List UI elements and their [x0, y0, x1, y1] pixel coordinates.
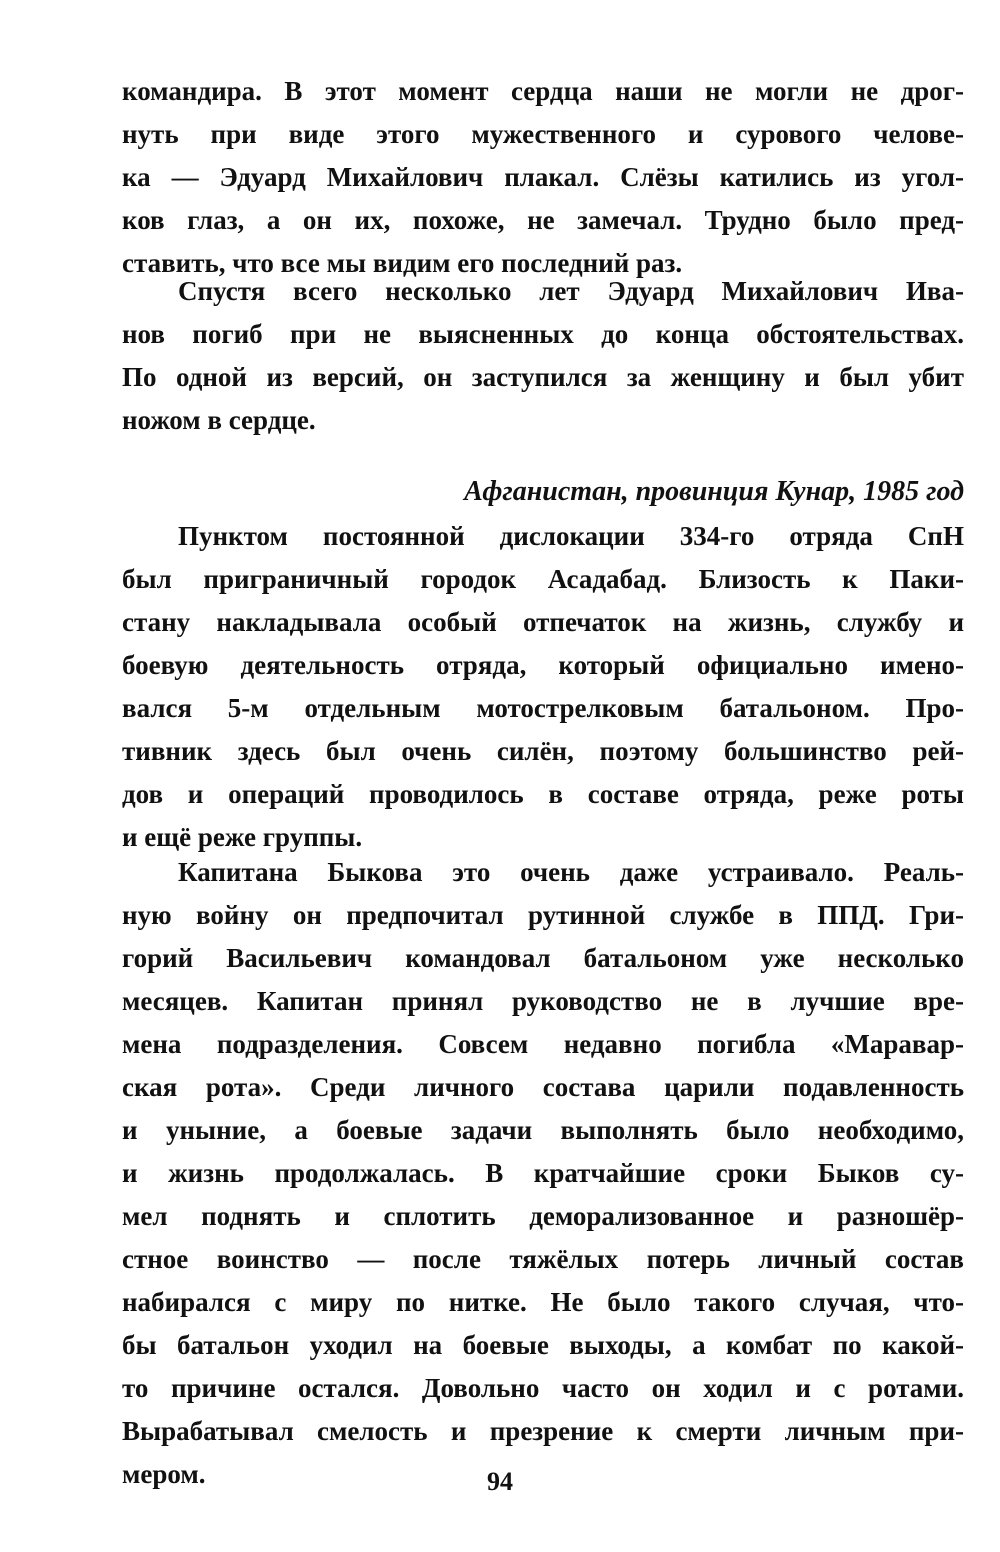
text-line: Пунктом постоянной дислокации 334-го отряда СпН	[178, 521, 964, 551]
text-line: мена подразделения. Совсем недавно погибла «Маравар-	[122, 1029, 964, 1059]
text-line: командира. В этот момент сердца наши не могли не дрог-	[122, 76, 964, 106]
text-line: набирался с миру по нитке. Не было такого случая, что-	[122, 1287, 964, 1317]
text-line: ков глаз, а он их, похоже, не замечал. Трудно было пред-	[122, 205, 964, 235]
text-line: ставить, что все мы видим его последний раз.	[122, 248, 683, 278]
text-line: мел поднять и сплотить деморализованное и разношёр-	[122, 1201, 964, 1231]
text-line: Вырабатывал смелость и презрение к смерти личным при-	[122, 1416, 964, 1446]
text-line: мером.	[122, 1459, 206, 1489]
text-line: Спустя всего несколько лет Эдуард Михайлович Ива-	[178, 276, 964, 306]
text-line: боевую деятельность отряда, который официально имено-	[122, 650, 964, 680]
text-line: нов погиб при не выясненных до конца обстоятельствах.	[122, 319, 964, 349]
text-line: был приграничный городок Асадабад. Близость к Паки-	[122, 564, 964, 594]
text-line: и жизнь продолжалась. В кратчайшие сроки Быков су-	[122, 1158, 964, 1188]
text-line: и уныние, а боевые задачи выполнять было необходимо,	[122, 1115, 964, 1145]
text-line: По одной из версий, он заступился за женщину и был убит	[122, 362, 964, 392]
paragraph-continuation	[122, 70, 964, 285]
paragraph-asadabad	[122, 515, 964, 859]
text-line: ка — Эдуард Михайлович плакал. Слёзы катились из угол-	[122, 162, 964, 192]
text-line: тивник здесь был очень силён, поэтому большинство рей-	[122, 736, 964, 766]
text-line: и ещё реже группы.	[122, 822, 363, 852]
text-line: ножом в сердце.	[122, 405, 316, 435]
text-line: то причине остался. Довольно часто он ходил и с ротами.	[122, 1373, 964, 1403]
paragraph-bykov	[122, 851, 964, 1496]
text-line: нуть при виде этого мужественного и сурового челове-	[122, 119, 964, 149]
text-line: месяцев. Капитан принял руководство не в лучшие вре-	[122, 986, 964, 1016]
paragraph-ivanov-death	[122, 270, 964, 442]
text-line: дов и операций проводилось в составе отряда, реже роты	[122, 779, 964, 809]
text-line: Капитана Быкова это очень даже устраивало. Реаль-	[178, 857, 964, 887]
text-line: ную войну он предпочитал рутинной службе в ППД. Гри-	[122, 900, 964, 930]
page-number: 94	[487, 1467, 513, 1496]
section-heading: Афганистан, провинция Кунар, 1985 год	[464, 476, 964, 507]
text-line: вался 5-м отдельным мотострелковым батальоном. Про-	[122, 693, 964, 723]
text-line: горий Васильевич командовал батальоном уже несколько	[122, 943, 964, 973]
text-line: ская рота». Среди личного состава царили подавленность	[122, 1072, 964, 1102]
text-line: стану накладывала особый отпечаток на жизнь, службу и	[122, 607, 964, 637]
text-line: стное воинство — после тяжёлых потерь личный состав	[122, 1244, 964, 1274]
text-line: бы батальон уходил на боевые выходы, а комбат по какой-	[122, 1330, 964, 1360]
